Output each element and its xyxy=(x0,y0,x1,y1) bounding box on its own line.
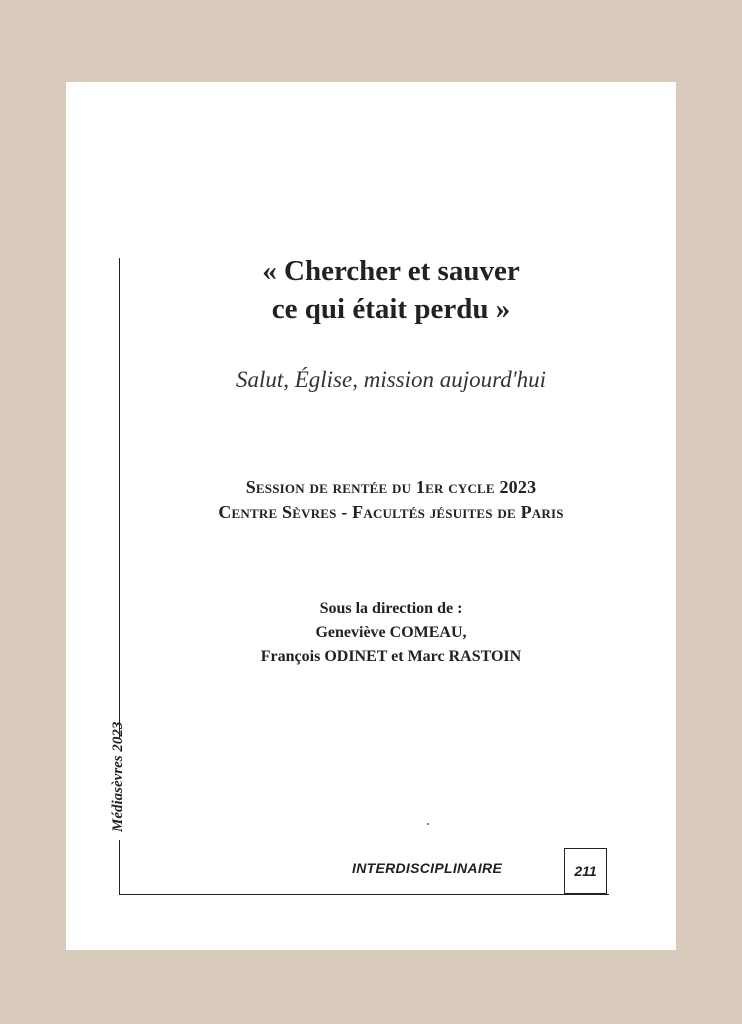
title-line-1: « Chercher et sauver xyxy=(262,255,520,287)
book-subtitle: Salut, Église, mission aujourd'hui xyxy=(235,367,547,392)
authors-line-2: François ODINET et Marc RASTOIN xyxy=(260,648,522,665)
direction-label: Sous la direction de : xyxy=(319,600,463,617)
spine-label: Médiasèvres 2023 xyxy=(110,721,126,832)
series-name: INTERDISCIPLINAIRE xyxy=(352,860,503,876)
session-line-1: Session de rentée du 1er cycle 2023 xyxy=(245,477,537,497)
session-info xyxy=(66,475,716,525)
bottom-rule xyxy=(119,894,609,895)
session-line-2: Centre Sèvres - Facultés jésuites de Paris xyxy=(218,502,564,522)
book-title xyxy=(66,252,716,328)
series-number-box xyxy=(564,848,607,894)
authors-line-1: Geneviève COMEAU, xyxy=(315,624,467,641)
speck-dot xyxy=(427,823,429,825)
series-number: 211 xyxy=(574,863,597,879)
spine-rule-bottom xyxy=(119,840,120,895)
title-line-2: ce qui était perdu » xyxy=(271,293,511,325)
editors-block xyxy=(66,597,716,669)
book-cover xyxy=(66,82,676,950)
